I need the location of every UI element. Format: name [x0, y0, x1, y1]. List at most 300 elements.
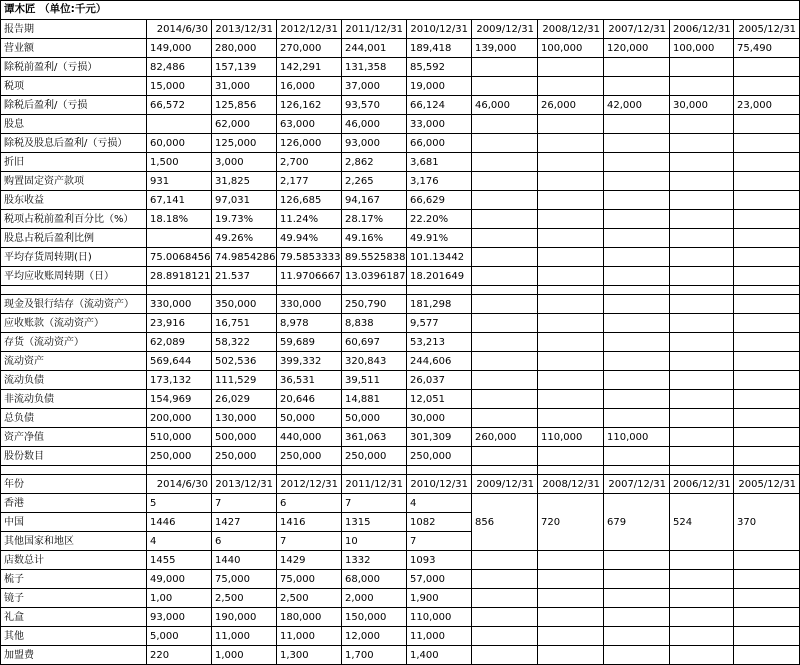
data-cell[interactable]: 361,063: [342, 428, 407, 447]
row-label[interactable]: 其他国家和地区: [1, 532, 147, 551]
data-cell[interactable]: [734, 134, 800, 153]
data-cell[interactable]: 1082: [407, 513, 472, 532]
data-cell[interactable]: 1429: [277, 551, 342, 570]
data-cell[interactable]: 130,000: [212, 409, 277, 428]
row-label[interactable]: 镜子: [1, 589, 147, 608]
data-cell[interactable]: [670, 428, 734, 447]
data-cell[interactable]: [538, 627, 604, 646]
data-cell[interactable]: 30,000: [407, 409, 472, 428]
data-cell[interactable]: 110,000: [604, 428, 670, 447]
data-cell[interactable]: 75,490: [734, 39, 800, 58]
data-cell[interactable]: [538, 447, 604, 466]
data-cell[interactable]: 139,000: [472, 39, 538, 58]
header-cell[interactable]: 2011/12/31: [342, 20, 407, 39]
data-cell[interactable]: [472, 172, 538, 191]
row-label[interactable]: 平均存货周转期(日): [1, 248, 147, 267]
data-cell[interactable]: [734, 333, 800, 352]
row-label[interactable]: 现金及银行结存（流动资产）: [1, 295, 147, 314]
data-cell[interactable]: 125,856: [212, 96, 277, 115]
data-cell[interactable]: 120,000: [604, 39, 670, 58]
header-cell[interactable]: 2013/12/31: [212, 475, 277, 494]
data-cell[interactable]: 75,000: [212, 570, 277, 589]
merged-store-total[interactable]: 524: [670, 494, 734, 551]
data-cell[interactable]: 190,000: [212, 608, 277, 627]
data-cell[interactable]: [734, 409, 800, 428]
data-cell[interactable]: [670, 210, 734, 229]
data-cell[interactable]: 58,322: [212, 333, 277, 352]
data-cell[interactable]: 1,700: [342, 646, 407, 665]
data-cell[interactable]: 63,000: [277, 115, 342, 134]
data-cell[interactable]: 280,000: [212, 39, 277, 58]
data-cell[interactable]: [604, 248, 670, 267]
data-cell[interactable]: [472, 551, 538, 570]
header-cell[interactable]: 2005/12/31: [734, 475, 800, 494]
data-cell[interactable]: 2,000: [342, 589, 407, 608]
data-cell[interactable]: [670, 295, 734, 314]
data-cell[interactable]: 126,685: [277, 191, 342, 210]
data-cell[interactable]: [604, 570, 670, 589]
data-cell[interactable]: 49.91%: [407, 229, 472, 248]
data-cell[interactable]: 2,862: [342, 153, 407, 172]
data-cell[interactable]: [604, 172, 670, 191]
data-cell[interactable]: [538, 58, 604, 77]
data-cell[interactable]: [670, 371, 734, 390]
data-cell[interactable]: 30,000: [670, 96, 734, 115]
data-cell[interactable]: 50,000: [277, 409, 342, 428]
data-cell[interactable]: 250,000: [212, 447, 277, 466]
data-cell[interactable]: 220: [147, 646, 212, 665]
row-label[interactable]: 存货（流动资产）: [1, 333, 147, 352]
data-cell[interactable]: [670, 390, 734, 409]
data-cell[interactable]: 181,298: [407, 295, 472, 314]
data-cell[interactable]: 23,916: [147, 314, 212, 333]
header-cell[interactable]: 2007/12/31: [604, 20, 670, 39]
header-cell[interactable]: 2006/12/31: [670, 20, 734, 39]
data-cell[interactable]: [734, 267, 800, 286]
data-cell[interactable]: 9,577: [407, 314, 472, 333]
data-cell[interactable]: 1,300: [277, 646, 342, 665]
data-cell[interactable]: 270,000: [277, 39, 342, 58]
data-cell[interactable]: 1416: [277, 513, 342, 532]
data-cell[interactable]: 4: [407, 494, 472, 513]
data-cell[interactable]: 93,000: [342, 134, 407, 153]
data-cell[interactable]: 82,486: [147, 58, 212, 77]
data-cell[interactable]: 31,825: [212, 172, 277, 191]
data-cell[interactable]: 42,000: [604, 96, 670, 115]
data-cell[interactable]: [538, 115, 604, 134]
data-cell[interactable]: [604, 646, 670, 665]
data-cell[interactable]: 180,000: [277, 608, 342, 627]
data-cell[interactable]: 33,000: [407, 115, 472, 134]
data-cell[interactable]: [604, 447, 670, 466]
data-cell[interactable]: 60,697: [342, 333, 407, 352]
data-cell[interactable]: 11,000: [407, 627, 472, 646]
data-cell[interactable]: 28.17%: [342, 210, 407, 229]
data-cell[interactable]: [147, 115, 212, 134]
data-cell[interactable]: 110,000: [538, 428, 604, 447]
header-cell[interactable]: 2013/12/31: [212, 20, 277, 39]
data-cell[interactable]: [472, 352, 538, 371]
data-cell[interactable]: 3,681: [407, 153, 472, 172]
data-cell[interactable]: 2,177: [277, 172, 342, 191]
data-cell[interactable]: [670, 172, 734, 191]
data-cell[interactable]: 37,000: [342, 77, 407, 96]
merged-store-total[interactable]: 370: [734, 494, 800, 551]
data-cell[interactable]: [734, 390, 800, 409]
data-cell[interactable]: 20,646: [277, 390, 342, 409]
data-cell[interactable]: [670, 314, 734, 333]
data-cell[interactable]: [472, 191, 538, 210]
data-cell[interactable]: [538, 608, 604, 627]
header-cell[interactable]: 2012/12/31: [277, 20, 342, 39]
header-cell[interactable]: 2008/12/31: [538, 475, 604, 494]
data-cell[interactable]: 1,400: [407, 646, 472, 665]
data-cell[interactable]: [147, 229, 212, 248]
data-cell[interactable]: [604, 551, 670, 570]
header-cell[interactable]: 2009/12/31: [472, 475, 538, 494]
row-label[interactable]: 应收账款（流动资产）: [1, 314, 147, 333]
data-cell[interactable]: 67,141: [147, 191, 212, 210]
data-cell[interactable]: 100,000: [670, 39, 734, 58]
data-cell[interactable]: 66,572: [147, 96, 212, 115]
data-cell[interactable]: 4: [147, 532, 212, 551]
data-cell[interactable]: 173,132: [147, 371, 212, 390]
data-cell[interactable]: [472, 589, 538, 608]
row-label[interactable]: 股息占税后盈利比例: [1, 229, 147, 248]
data-cell[interactable]: [604, 153, 670, 172]
data-cell[interactable]: 46,000: [472, 96, 538, 115]
data-cell[interactable]: [538, 295, 604, 314]
data-cell[interactable]: [734, 229, 800, 248]
data-cell[interactable]: [604, 267, 670, 286]
data-cell[interactable]: 19,000: [407, 77, 472, 96]
data-cell[interactable]: [670, 248, 734, 267]
data-cell[interactable]: [670, 115, 734, 134]
data-cell[interactable]: 8,838: [342, 314, 407, 333]
data-cell[interactable]: [538, 267, 604, 286]
row-label[interactable]: 年份: [1, 475, 147, 494]
data-cell[interactable]: 13.0396187: [342, 267, 407, 286]
data-cell[interactable]: 7: [407, 532, 472, 551]
data-cell[interactable]: [538, 589, 604, 608]
header-cell[interactable]: 2005/12/31: [734, 20, 800, 39]
row-label[interactable]: 税项占税前盈利百分比（%）: [1, 210, 147, 229]
data-cell[interactable]: 320,843: [342, 352, 407, 371]
row-label[interactable]: 平均应收账周转期（日）: [1, 267, 147, 286]
data-cell[interactable]: [538, 333, 604, 352]
data-cell[interactable]: [670, 551, 734, 570]
data-cell[interactable]: [472, 134, 538, 153]
data-cell[interactable]: 46,000: [342, 115, 407, 134]
data-cell[interactable]: [538, 551, 604, 570]
row-label[interactable]: 加盟费: [1, 646, 147, 665]
data-cell[interactable]: [734, 77, 800, 96]
data-cell[interactable]: 150,000: [342, 608, 407, 627]
data-cell[interactable]: 250,000: [147, 447, 212, 466]
data-cell[interactable]: [670, 229, 734, 248]
data-cell[interactable]: 14,881: [342, 390, 407, 409]
data-cell[interactable]: 142,291: [277, 58, 342, 77]
sheet-title[interactable]: 谭木匠 （单位:千元）: [1, 1, 800, 20]
data-cell[interactable]: [734, 58, 800, 77]
data-cell[interactable]: [472, 390, 538, 409]
data-cell[interactable]: 10: [342, 532, 407, 551]
data-cell[interactable]: [538, 390, 604, 409]
data-cell[interactable]: 36,531: [277, 371, 342, 390]
data-cell[interactable]: 1455: [147, 551, 212, 570]
data-cell[interactable]: [472, 627, 538, 646]
data-cell[interactable]: [734, 646, 800, 665]
data-cell[interactable]: 1,900: [407, 589, 472, 608]
header-cell[interactable]: 2007/12/31: [604, 475, 670, 494]
data-cell[interactable]: 2,500: [212, 589, 277, 608]
data-cell[interactable]: [472, 229, 538, 248]
data-cell[interactable]: [538, 172, 604, 191]
data-cell[interactable]: [538, 153, 604, 172]
data-cell[interactable]: [538, 314, 604, 333]
header-cell[interactable]: 2014/6/30: [147, 20, 212, 39]
data-cell[interactable]: [604, 134, 670, 153]
data-cell[interactable]: 330,000: [277, 295, 342, 314]
data-cell[interactable]: 250,000: [277, 447, 342, 466]
data-cell[interactable]: 26,037: [407, 371, 472, 390]
data-cell[interactable]: [472, 210, 538, 229]
data-cell[interactable]: 126,000: [277, 134, 342, 153]
data-cell[interactable]: [670, 570, 734, 589]
data-cell[interactable]: 59,689: [277, 333, 342, 352]
header-cell[interactable]: 2011/12/31: [342, 475, 407, 494]
header-cell[interactable]: 2009/12/31: [472, 20, 538, 39]
data-cell[interactable]: [472, 314, 538, 333]
data-cell[interactable]: 250,000: [407, 447, 472, 466]
data-cell[interactable]: 12,051: [407, 390, 472, 409]
data-cell[interactable]: 5: [147, 494, 212, 513]
data-cell[interactable]: [538, 77, 604, 96]
data-cell[interactable]: [604, 58, 670, 77]
data-cell[interactable]: 350,000: [212, 295, 277, 314]
data-cell[interactable]: 7: [342, 494, 407, 513]
row-label[interactable]: 流动负债: [1, 371, 147, 390]
data-cell[interactable]: [734, 210, 800, 229]
data-cell[interactable]: [538, 210, 604, 229]
data-cell[interactable]: 28.8918121: [147, 267, 212, 286]
data-cell[interactable]: 23,000: [734, 96, 800, 115]
data-cell[interactable]: [604, 390, 670, 409]
data-cell[interactable]: 21.537: [212, 267, 277, 286]
data-cell[interactable]: 94,167: [342, 191, 407, 210]
header-cell[interactable]: 2006/12/31: [670, 475, 734, 494]
row-label[interactable]: 除税后盈利/（亏损: [1, 96, 147, 115]
data-cell[interactable]: 85,592: [407, 58, 472, 77]
data-cell[interactable]: [670, 153, 734, 172]
row-label[interactable]: 税项: [1, 77, 147, 96]
data-cell[interactable]: 5,000: [147, 627, 212, 646]
data-cell[interactable]: 11,000: [277, 627, 342, 646]
row-label[interactable]: 店数总计: [1, 551, 147, 570]
data-cell[interactable]: 101.13442: [407, 248, 472, 267]
data-cell[interactable]: 49.16%: [342, 229, 407, 248]
data-cell[interactable]: [604, 608, 670, 627]
data-cell[interactable]: 49.94%: [277, 229, 342, 248]
data-cell[interactable]: [472, 153, 538, 172]
data-cell[interactable]: [670, 646, 734, 665]
row-label[interactable]: 其他: [1, 627, 147, 646]
data-cell[interactable]: [670, 447, 734, 466]
data-cell[interactable]: 100,000: [538, 39, 604, 58]
data-cell[interactable]: 62,089: [147, 333, 212, 352]
data-cell[interactable]: 66,124: [407, 96, 472, 115]
data-cell[interactable]: 66,629: [407, 191, 472, 210]
data-cell[interactable]: [604, 115, 670, 134]
data-cell[interactable]: [670, 627, 734, 646]
data-cell[interactable]: 1,500: [147, 153, 212, 172]
data-cell[interactable]: [472, 115, 538, 134]
data-cell[interactable]: 18.18%: [147, 210, 212, 229]
data-cell[interactable]: [604, 589, 670, 608]
data-cell[interactable]: [538, 352, 604, 371]
data-cell[interactable]: 31,000: [212, 77, 277, 96]
data-cell[interactable]: 131,358: [342, 58, 407, 77]
data-cell[interactable]: [604, 352, 670, 371]
data-cell[interactable]: 399,332: [277, 352, 342, 371]
data-cell[interactable]: [472, 447, 538, 466]
header-cell[interactable]: 2008/12/31: [538, 20, 604, 39]
data-cell[interactable]: [734, 551, 800, 570]
data-cell[interactable]: [604, 77, 670, 96]
data-cell[interactable]: 53,213: [407, 333, 472, 352]
data-cell[interactable]: [604, 314, 670, 333]
row-label[interactable]: 资产净值: [1, 428, 147, 447]
data-cell[interactable]: 1315: [342, 513, 407, 532]
data-cell[interactable]: 189,418: [407, 39, 472, 58]
data-cell[interactable]: 11.24%: [277, 210, 342, 229]
data-cell[interactable]: 1,000: [212, 646, 277, 665]
data-cell[interactable]: [472, 570, 538, 589]
data-cell[interactable]: [604, 409, 670, 428]
data-cell[interactable]: [670, 352, 734, 371]
row-label[interactable]: 股东收益: [1, 191, 147, 210]
data-cell[interactable]: 16,000: [277, 77, 342, 96]
data-cell[interactable]: 500,000: [212, 428, 277, 447]
data-cell[interactable]: 157,139: [212, 58, 277, 77]
row-label[interactable]: 香港: [1, 494, 147, 513]
data-cell[interactable]: [734, 248, 800, 267]
row-label[interactable]: 梳子: [1, 570, 147, 589]
row-label[interactable]: 非流动负债: [1, 390, 147, 409]
data-cell[interactable]: [472, 646, 538, 665]
data-cell[interactable]: 149,000: [147, 39, 212, 58]
data-cell[interactable]: [734, 295, 800, 314]
data-cell[interactable]: [734, 589, 800, 608]
data-cell[interactable]: 1332: [342, 551, 407, 570]
data-cell[interactable]: 126,162: [277, 96, 342, 115]
data-cell[interactable]: 250,000: [342, 447, 407, 466]
data-cell[interactable]: 26,000: [538, 96, 604, 115]
row-label[interactable]: 股份数目: [1, 447, 147, 466]
data-cell[interactable]: 1440: [212, 551, 277, 570]
data-cell[interactable]: [670, 191, 734, 210]
data-cell[interactable]: [604, 333, 670, 352]
data-cell[interactable]: 2,700: [277, 153, 342, 172]
data-cell[interactable]: [472, 333, 538, 352]
merged-store-total[interactable]: 720: [538, 494, 604, 551]
data-cell[interactable]: [472, 371, 538, 390]
row-label[interactable]: 除税及股息后盈利/（亏损）: [1, 134, 147, 153]
row-label[interactable]: 报告期: [1, 20, 147, 39]
data-cell[interactable]: [472, 267, 538, 286]
data-cell[interactable]: 2,265: [342, 172, 407, 191]
data-cell[interactable]: [734, 570, 800, 589]
header-cell[interactable]: 2010/12/31: [407, 475, 472, 494]
data-cell[interactable]: [538, 371, 604, 390]
data-cell[interactable]: 110,000: [407, 608, 472, 627]
data-cell[interactable]: 60,000: [147, 134, 212, 153]
data-cell[interactable]: 11,000: [212, 627, 277, 646]
data-cell[interactable]: 260,000: [472, 428, 538, 447]
data-cell[interactable]: 1427: [212, 513, 277, 532]
data-cell[interactable]: 250,790: [342, 295, 407, 314]
data-cell[interactable]: [472, 608, 538, 627]
data-cell[interactable]: [538, 191, 604, 210]
data-cell[interactable]: 62,000: [212, 115, 277, 134]
header-cell[interactable]: 2014/6/30: [147, 475, 212, 494]
row-label[interactable]: 营业额: [1, 39, 147, 58]
data-cell[interactable]: [734, 627, 800, 646]
merged-store-total[interactable]: 856: [472, 494, 538, 551]
data-cell[interactable]: 68,000: [342, 570, 407, 589]
data-cell[interactable]: [604, 191, 670, 210]
data-cell[interactable]: 1093: [407, 551, 472, 570]
data-cell[interactable]: 7: [212, 494, 277, 513]
data-cell[interactable]: 75,000: [277, 570, 342, 589]
row-label[interactable]: 股息: [1, 115, 147, 134]
data-cell[interactable]: [734, 314, 800, 333]
row-label[interactable]: 中国: [1, 513, 147, 532]
data-cell[interactable]: [604, 295, 670, 314]
data-cell[interactable]: 2,500: [277, 589, 342, 608]
data-cell[interactable]: 16,751: [212, 314, 277, 333]
data-cell[interactable]: 244,606: [407, 352, 472, 371]
row-label[interactable]: 礼盒: [1, 608, 147, 627]
data-cell[interactable]: [538, 134, 604, 153]
data-cell[interactable]: [472, 248, 538, 267]
data-cell[interactable]: [734, 371, 800, 390]
data-cell[interactable]: [538, 248, 604, 267]
data-cell[interactable]: [670, 608, 734, 627]
data-cell[interactable]: 39,511: [342, 371, 407, 390]
data-cell[interactable]: 301,309: [407, 428, 472, 447]
data-cell[interactable]: 569,644: [147, 352, 212, 371]
data-cell[interactable]: [472, 77, 538, 96]
data-cell[interactable]: 74.9854286: [212, 248, 277, 267]
data-cell[interactable]: [472, 295, 538, 314]
data-cell[interactable]: [734, 352, 800, 371]
data-cell[interactable]: 1446: [147, 513, 212, 532]
data-cell[interactable]: 75.0068456: [147, 248, 212, 267]
data-cell[interactable]: 97,031: [212, 191, 277, 210]
header-cell[interactable]: 2012/12/31: [277, 475, 342, 494]
data-cell[interactable]: [670, 77, 734, 96]
data-cell[interactable]: [670, 333, 734, 352]
data-cell[interactable]: [538, 646, 604, 665]
data-cell[interactable]: [538, 570, 604, 589]
data-cell[interactable]: 50,000: [342, 409, 407, 428]
data-cell[interactable]: 330,000: [147, 295, 212, 314]
data-cell[interactable]: [734, 608, 800, 627]
row-label[interactable]: 流动资产: [1, 352, 147, 371]
data-cell[interactable]: 26,029: [212, 390, 277, 409]
row-label[interactable]: 除税前盈利/（亏损）: [1, 58, 147, 77]
